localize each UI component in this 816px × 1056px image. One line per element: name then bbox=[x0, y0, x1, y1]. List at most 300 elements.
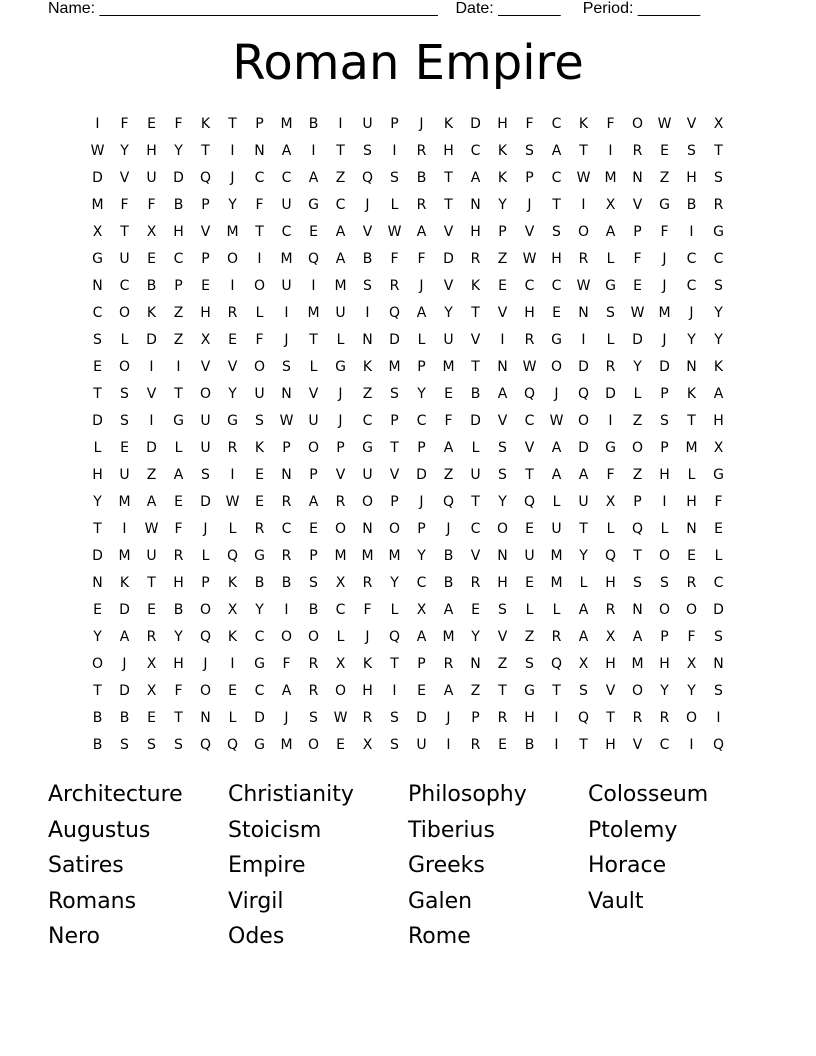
grid-letter[interactable]: C bbox=[173, 251, 184, 267]
grid-letter[interactable]: F bbox=[660, 224, 669, 240]
grid-letter[interactable]: Y bbox=[174, 143, 183, 159]
grid-letter[interactable]: S bbox=[606, 305, 615, 321]
grid-letter[interactable]: B bbox=[308, 602, 319, 618]
grid-letter[interactable]: I bbox=[311, 143, 316, 159]
grid-letter[interactable]: C bbox=[551, 116, 562, 132]
grid-letter[interactable]: F bbox=[525, 116, 534, 132]
grid-letter[interactable]: I bbox=[95, 116, 100, 132]
grid-letter[interactable]: Y bbox=[93, 494, 102, 510]
grid-letter[interactable]: W bbox=[576, 170, 591, 186]
grid-letter[interactable]: L bbox=[309, 359, 318, 375]
grid-letter[interactable]: W bbox=[90, 143, 105, 159]
grid-letter[interactable]: R bbox=[254, 521, 265, 537]
grid-letter[interactable]: P bbox=[390, 413, 399, 429]
grid-letter[interactable]: F bbox=[282, 656, 291, 672]
grid-letter[interactable]: L bbox=[174, 440, 183, 456]
grid-letter[interactable]: H bbox=[713, 413, 724, 429]
grid-letter[interactable]: R bbox=[497, 710, 508, 726]
grid-letter[interactable]: E bbox=[417, 683, 426, 699]
grid-letter[interactable]: H bbox=[659, 467, 670, 483]
grid-letter[interactable]: O bbox=[577, 224, 590, 240]
grid-letter[interactable]: S bbox=[714, 170, 723, 186]
grid-letter[interactable]: X bbox=[686, 656, 697, 672]
grid-letter[interactable]: Y bbox=[471, 629, 480, 645]
grid-letter[interactable]: Q bbox=[577, 386, 590, 402]
grid-letter[interactable]: Y bbox=[390, 575, 399, 591]
grid-letter[interactable]: D bbox=[119, 602, 130, 618]
grid-letter[interactable]: D bbox=[92, 170, 103, 186]
grid-letter[interactable]: I bbox=[257, 251, 262, 267]
grid-letter[interactable]: Q bbox=[550, 656, 563, 672]
grid-letter[interactable]: Z bbox=[173, 305, 184, 321]
grid-letter[interactable]: C bbox=[335, 602, 346, 618]
grid-letter[interactable]: Z bbox=[146, 467, 157, 483]
grid-letter[interactable]: S bbox=[282, 359, 291, 375]
grid-letter[interactable]: K bbox=[254, 440, 265, 456]
grid-letter[interactable]: I bbox=[230, 278, 235, 294]
grid-letter[interactable]: N bbox=[632, 170, 643, 186]
grid-letter[interactable]: T bbox=[579, 521, 588, 537]
grid-letter[interactable]: S bbox=[552, 224, 561, 240]
grid-letter[interactable]: O bbox=[685, 710, 698, 726]
grid-letter[interactable]: G bbox=[659, 197, 670, 213]
grid-letter[interactable]: P bbox=[390, 116, 399, 132]
grid-letter[interactable]: P bbox=[309, 548, 318, 564]
grid-letter[interactable]: B bbox=[416, 170, 427, 186]
grid-letter[interactable]: M bbox=[118, 494, 131, 510]
grid-letter[interactable]: E bbox=[255, 494, 264, 510]
grid-letter[interactable]: X bbox=[146, 656, 157, 672]
grid-letter[interactable]: M bbox=[91, 197, 104, 213]
grid-letter[interactable]: P bbox=[660, 440, 669, 456]
grid-letter[interactable]: E bbox=[498, 737, 507, 753]
grid-letter[interactable]: C bbox=[524, 413, 535, 429]
grid-letter[interactable]: R bbox=[281, 494, 292, 510]
grid-letter[interactable]: K bbox=[362, 656, 373, 672]
grid-letter[interactable]: T bbox=[552, 683, 561, 699]
grid-letter[interactable]: T bbox=[444, 170, 453, 186]
grid-letter[interactable]: B bbox=[119, 710, 130, 726]
grid-letter[interactable]: R bbox=[713, 197, 724, 213]
grid-letter[interactable]: A bbox=[308, 170, 319, 186]
grid-letter[interactable]: I bbox=[230, 143, 235, 159]
grid-letter[interactable]: K bbox=[227, 575, 238, 591]
grid-letter[interactable]: G bbox=[524, 683, 535, 699]
grid-letter[interactable]: T bbox=[579, 737, 588, 753]
grid-letter[interactable]: R bbox=[362, 575, 373, 591]
grid-letter[interactable]: V bbox=[605, 683, 616, 699]
grid-letter[interactable]: B bbox=[254, 575, 265, 591]
grid-letter[interactable]: E bbox=[93, 602, 102, 618]
grid-letter[interactable]: B bbox=[470, 386, 481, 402]
grid-letter[interactable]: K bbox=[686, 386, 697, 402]
grid-letter[interactable]: L bbox=[336, 629, 345, 645]
grid-letter[interactable]: Z bbox=[659, 170, 670, 186]
grid-letter[interactable]: J bbox=[527, 197, 532, 213]
grid-letter[interactable]: R bbox=[227, 440, 238, 456]
grid-letter[interactable]: O bbox=[550, 359, 563, 375]
grid-letter[interactable]: U bbox=[254, 386, 265, 402]
grid-letter[interactable]: K bbox=[578, 116, 589, 132]
grid-letter[interactable]: L bbox=[417, 332, 426, 348]
grid-letter[interactable]: G bbox=[254, 548, 265, 564]
grid-letter[interactable]: T bbox=[471, 305, 480, 321]
grid-letter[interactable]: B bbox=[362, 251, 373, 267]
grid-letter[interactable]: B bbox=[146, 278, 157, 294]
grid-letter[interactable]: N bbox=[497, 359, 508, 375]
grid-letter[interactable]: A bbox=[416, 305, 427, 321]
grid-letter[interactable]: A bbox=[443, 602, 454, 618]
grid-letter[interactable]: I bbox=[581, 332, 586, 348]
grid-letter[interactable]: N bbox=[362, 332, 373, 348]
grid-letter[interactable]: H bbox=[362, 683, 373, 699]
grid-letter[interactable]: E bbox=[201, 278, 210, 294]
grid-letter[interactable]: S bbox=[174, 737, 183, 753]
grid-letter[interactable]: G bbox=[92, 251, 103, 267]
grid-letter[interactable]: A bbox=[578, 602, 589, 618]
grid-letter[interactable]: W bbox=[522, 251, 537, 267]
grid-letter[interactable]: I bbox=[689, 224, 694, 240]
grid-letter[interactable]: T bbox=[390, 656, 399, 672]
grid-letter[interactable]: O bbox=[631, 683, 644, 699]
grid-letter[interactable]: L bbox=[255, 305, 264, 321]
grid-letter[interactable]: R bbox=[335, 494, 346, 510]
grid-letter[interactable]: E bbox=[660, 143, 669, 159]
grid-letter[interactable]: I bbox=[311, 278, 316, 294]
grid-letter[interactable]: T bbox=[552, 197, 561, 213]
grid-letter[interactable]: R bbox=[308, 683, 319, 699]
grid-letter[interactable]: D bbox=[92, 413, 103, 429]
grid-letter[interactable]: J bbox=[203, 656, 208, 672]
grid-letter[interactable]: A bbox=[416, 629, 427, 645]
grid-letter[interactable]: C bbox=[470, 521, 481, 537]
grid-letter[interactable]: R bbox=[281, 548, 292, 564]
grid-letter[interactable]: Y bbox=[174, 629, 183, 645]
grid-letter[interactable]: I bbox=[392, 143, 397, 159]
grid-letter[interactable]: M bbox=[280, 116, 293, 132]
grid-letter[interactable]: A bbox=[335, 251, 346, 267]
grid-letter[interactable]: G bbox=[254, 656, 265, 672]
grid-letter[interactable]: F bbox=[606, 116, 615, 132]
grid-letter[interactable]: R bbox=[551, 629, 562, 645]
grid-letter[interactable]: E bbox=[336, 737, 345, 753]
grid-letter[interactable]: R bbox=[173, 548, 184, 564]
grid-letter[interactable]: T bbox=[390, 440, 399, 456]
grid-letter[interactable]: R bbox=[524, 332, 535, 348]
grid-letter[interactable]: A bbox=[713, 386, 724, 402]
grid-letter[interactable]: B bbox=[92, 737, 103, 753]
grid-letter[interactable]: S bbox=[498, 602, 507, 618]
grid-letter[interactable]: R bbox=[227, 305, 238, 321]
grid-letter[interactable]: V bbox=[335, 467, 346, 483]
grid-letter[interactable]: F bbox=[417, 251, 426, 267]
grid-letter[interactable]: E bbox=[552, 305, 561, 321]
grid-letter[interactable]: P bbox=[417, 359, 426, 375]
grid-letter[interactable]: V bbox=[119, 170, 130, 186]
grid-letter[interactable]: R bbox=[605, 359, 616, 375]
grid-letter[interactable]: G bbox=[713, 224, 724, 240]
grid-letter[interactable]: A bbox=[578, 467, 589, 483]
grid-letter[interactable]: H bbox=[605, 575, 616, 591]
grid-letter[interactable]: Y bbox=[417, 548, 426, 564]
grid-letter[interactable]: F bbox=[255, 197, 264, 213]
grid-letter[interactable]: I bbox=[365, 305, 370, 321]
grid-letter[interactable]: A bbox=[335, 224, 346, 240]
grid-letter[interactable]: L bbox=[93, 440, 102, 456]
grid-letter[interactable]: E bbox=[147, 251, 156, 267]
grid-letter[interactable]: V bbox=[200, 224, 211, 240]
grid-letter[interactable]: M bbox=[604, 170, 617, 186]
grid-letter[interactable]: S bbox=[255, 413, 264, 429]
grid-letter[interactable]: S bbox=[309, 710, 318, 726]
grid-letter[interactable]: U bbox=[146, 170, 157, 186]
grid-letter[interactable]: V bbox=[443, 224, 454, 240]
grid-letter[interactable]: M bbox=[334, 548, 347, 564]
grid-letter[interactable]: E bbox=[525, 575, 534, 591]
grid-letter[interactable]: Z bbox=[335, 170, 346, 186]
grid-letter[interactable]: Z bbox=[632, 413, 643, 429]
grid-letter[interactable]: H bbox=[686, 170, 697, 186]
grid-letter[interactable]: C bbox=[686, 278, 697, 294]
grid-letter[interactable]: O bbox=[685, 602, 698, 618]
grid-letter[interactable]: S bbox=[498, 440, 507, 456]
grid-letter[interactable]: D bbox=[605, 386, 616, 402]
grid-letter[interactable]: Q bbox=[442, 494, 455, 510]
grid-letter[interactable]: P bbox=[255, 116, 264, 132]
grid-letter[interactable]: M bbox=[388, 359, 401, 375]
grid-letter[interactable]: C bbox=[254, 170, 265, 186]
grid-letter[interactable]: Z bbox=[497, 251, 508, 267]
grid-letter[interactable]: G bbox=[335, 359, 346, 375]
grid-letter[interactable]: O bbox=[658, 548, 671, 564]
grid-letter[interactable]: D bbox=[713, 602, 724, 618]
grid-letter[interactable]: Y bbox=[579, 548, 588, 564]
grid-letter[interactable]: U bbox=[119, 467, 130, 483]
grid-letter[interactable]: I bbox=[716, 710, 721, 726]
grid-letter[interactable]: C bbox=[713, 251, 724, 267]
grid-letter[interactable]: T bbox=[714, 143, 723, 159]
grid-letter[interactable]: J bbox=[446, 521, 451, 537]
grid-letter[interactable]: H bbox=[551, 251, 562, 267]
grid-letter[interactable]: I bbox=[446, 737, 451, 753]
grid-letter[interactable]: V bbox=[632, 197, 643, 213]
grid-letter[interactable]: R bbox=[416, 143, 427, 159]
grid-letter[interactable]: D bbox=[470, 116, 481, 132]
grid-letter[interactable]: O bbox=[199, 683, 212, 699]
grid-letter[interactable]: J bbox=[338, 413, 343, 429]
grid-letter[interactable]: A bbox=[605, 224, 616, 240]
grid-letter[interactable]: J bbox=[230, 170, 235, 186]
grid-letter[interactable]: S bbox=[714, 278, 723, 294]
grid-letter[interactable]: S bbox=[498, 467, 507, 483]
grid-letter[interactable]: U bbox=[335, 305, 346, 321]
grid-letter[interactable]: Y bbox=[228, 197, 237, 213]
grid-letter[interactable]: R bbox=[578, 251, 589, 267]
grid-letter[interactable]: R bbox=[470, 575, 481, 591]
grid-letter[interactable]: X bbox=[335, 656, 346, 672]
grid-letter[interactable]: O bbox=[307, 737, 320, 753]
grid-letter[interactable]: W bbox=[576, 278, 591, 294]
grid-letter[interactable]: A bbox=[281, 683, 292, 699]
grid-letter[interactable]: T bbox=[471, 494, 480, 510]
grid-letter[interactable]: A bbox=[443, 683, 454, 699]
grid-letter[interactable]: C bbox=[281, 170, 292, 186]
grid-letter[interactable]: H bbox=[173, 656, 184, 672]
grid-letter[interactable]: R bbox=[659, 710, 670, 726]
grid-letter[interactable]: J bbox=[338, 386, 343, 402]
grid-letter[interactable]: X bbox=[416, 602, 427, 618]
grid-letter[interactable]: V bbox=[362, 224, 373, 240]
grid-letter[interactable]: A bbox=[173, 467, 184, 483]
grid-letter[interactable]: G bbox=[308, 197, 319, 213]
grid-letter[interactable]: Z bbox=[632, 467, 643, 483]
grid-letter[interactable]: O bbox=[334, 521, 347, 537]
grid-letter[interactable]: E bbox=[228, 683, 237, 699]
grid-letter[interactable]: A bbox=[551, 143, 562, 159]
grid-letter[interactable]: O bbox=[91, 656, 104, 672]
grid-letter[interactable]: B bbox=[281, 575, 292, 591]
grid-letter[interactable]: E bbox=[228, 332, 237, 348]
grid-letter[interactable]: L bbox=[660, 521, 669, 537]
grid-letter[interactable]: D bbox=[92, 548, 103, 564]
grid-letter[interactable]: L bbox=[606, 521, 615, 537]
grid-letter[interactable]: E bbox=[498, 278, 507, 294]
grid-letter[interactable]: V bbox=[470, 332, 481, 348]
grid-letter[interactable]: E bbox=[147, 116, 156, 132]
grid-letter[interactable]: B bbox=[173, 602, 184, 618]
grid-letter[interactable]: L bbox=[390, 602, 399, 618]
grid-letter[interactable]: M bbox=[307, 305, 320, 321]
grid-letter[interactable]: P bbox=[633, 494, 642, 510]
grid-letter[interactable]: X bbox=[713, 116, 724, 132]
grid-letter[interactable]: R bbox=[416, 197, 427, 213]
date-field[interactable]: Date: _______ bbox=[455, 0, 561, 17]
grid-letter[interactable]: E bbox=[714, 521, 723, 537]
grid-letter[interactable]: A bbox=[551, 440, 562, 456]
grid-letter[interactable]: A bbox=[470, 170, 481, 186]
grid-letter[interactable]: A bbox=[308, 494, 319, 510]
grid-letter[interactable]: Y bbox=[444, 305, 453, 321]
grid-letter[interactable]: T bbox=[687, 413, 696, 429]
grid-letter[interactable]: S bbox=[714, 629, 723, 645]
grid-letter[interactable]: Q bbox=[631, 521, 644, 537]
grid-letter[interactable]: O bbox=[658, 602, 671, 618]
grid-letter[interactable]: D bbox=[443, 251, 454, 267]
grid-letter[interactable]: L bbox=[714, 548, 723, 564]
grid-letter[interactable]: P bbox=[417, 656, 426, 672]
grid-letter[interactable]: B bbox=[173, 197, 184, 213]
grid-letter[interactable]: Y bbox=[228, 386, 237, 402]
grid-letter[interactable]: C bbox=[524, 278, 535, 294]
grid-letter[interactable]: N bbox=[470, 197, 481, 213]
grid-letter[interactable]: E bbox=[309, 224, 318, 240]
grid-letter[interactable]: N bbox=[686, 521, 697, 537]
grid-letter[interactable]: T bbox=[93, 521, 102, 537]
grid-letter[interactable]: Y bbox=[687, 332, 696, 348]
grid-letter[interactable]: P bbox=[174, 278, 183, 294]
grid-letter[interactable]: M bbox=[280, 737, 293, 753]
grid-letter[interactable]: C bbox=[335, 197, 346, 213]
grid-letter[interactable]: A bbox=[416, 224, 427, 240]
grid-letter[interactable]: J bbox=[419, 494, 424, 510]
grid-letter[interactable]: X bbox=[605, 197, 616, 213]
grid-letter[interactable]: V bbox=[470, 548, 481, 564]
grid-letter[interactable]: F bbox=[390, 251, 399, 267]
grid-letter[interactable]: F bbox=[120, 116, 129, 132]
grid-letter[interactable]: V bbox=[497, 305, 508, 321]
grid-letter[interactable]: H bbox=[470, 224, 481, 240]
grid-letter[interactable]: N bbox=[254, 143, 265, 159]
grid-letter[interactable]: O bbox=[631, 440, 644, 456]
grid-letter[interactable]: V bbox=[686, 116, 697, 132]
grid-letter[interactable]: Y bbox=[714, 332, 723, 348]
grid-letter[interactable]: G bbox=[713, 467, 724, 483]
grid-letter[interactable]: X bbox=[200, 332, 211, 348]
grid-letter[interactable]: R bbox=[443, 656, 454, 672]
grid-letter[interactable]: J bbox=[365, 197, 370, 213]
grid-letter[interactable]: P bbox=[471, 710, 480, 726]
grid-letter[interactable]: N bbox=[362, 521, 373, 537]
grid-letter[interactable]: C bbox=[686, 251, 697, 267]
grid-letter[interactable]: T bbox=[309, 332, 318, 348]
grid-letter[interactable]: H bbox=[497, 575, 508, 591]
grid-letter[interactable]: W bbox=[387, 224, 402, 240]
grid-letter[interactable]: P bbox=[309, 467, 318, 483]
grid-letter[interactable]: C bbox=[416, 575, 427, 591]
grid-letter[interactable]: P bbox=[282, 440, 291, 456]
grid-letter[interactable]: H bbox=[605, 656, 616, 672]
grid-letter[interactable]: M bbox=[226, 224, 239, 240]
grid-letter[interactable]: Q bbox=[523, 494, 536, 510]
grid-letter[interactable]: N bbox=[686, 359, 697, 375]
grid-letter[interactable]: W bbox=[522, 359, 537, 375]
grid-letter[interactable]: G bbox=[605, 278, 616, 294]
grid-letter[interactable]: D bbox=[389, 332, 400, 348]
grid-letter[interactable]: T bbox=[579, 143, 588, 159]
grid-letter[interactable]: E bbox=[93, 359, 102, 375]
grid-letter[interactable]: R bbox=[470, 737, 481, 753]
grid-letter[interactable]: X bbox=[605, 629, 616, 645]
grid-letter[interactable]: F bbox=[174, 521, 183, 537]
grid-letter[interactable]: M bbox=[442, 359, 455, 375]
grid-letter[interactable]: H bbox=[146, 143, 157, 159]
grid-letter[interactable]: W bbox=[630, 305, 645, 321]
grid-letter[interactable]: D bbox=[578, 440, 589, 456]
grid-letter[interactable]: E bbox=[633, 278, 642, 294]
grid-letter[interactable]: K bbox=[362, 359, 373, 375]
grid-letter[interactable]: L bbox=[390, 197, 399, 213]
grid-letter[interactable]: H bbox=[497, 116, 508, 132]
grid-letter[interactable]: H bbox=[524, 305, 535, 321]
grid-letter[interactable]: K bbox=[497, 170, 508, 186]
grid-letter[interactable]: Y bbox=[660, 683, 669, 699]
name-field[interactable]: Name: ______________________________________ bbox=[48, 0, 438, 17]
grid-letter[interactable]: X bbox=[713, 440, 724, 456]
grid-letter[interactable]: K bbox=[119, 575, 130, 591]
grid-letter[interactable]: L bbox=[525, 602, 534, 618]
grid-letter[interactable]: J bbox=[284, 332, 289, 348]
grid-letter[interactable]: I bbox=[554, 737, 559, 753]
grid-letter[interactable]: E bbox=[147, 710, 156, 726]
grid-letter[interactable]: H bbox=[173, 224, 184, 240]
grid-letter[interactable]: J bbox=[284, 710, 289, 726]
grid-letter[interactable]: R bbox=[146, 629, 157, 645]
grid-letter[interactable]: D bbox=[416, 710, 427, 726]
grid-letter[interactable]: J bbox=[554, 386, 559, 402]
grid-letter[interactable]: U bbox=[416, 737, 427, 753]
grid-letter[interactable]: W bbox=[279, 413, 294, 429]
grid-letter[interactable]: U bbox=[146, 548, 157, 564]
